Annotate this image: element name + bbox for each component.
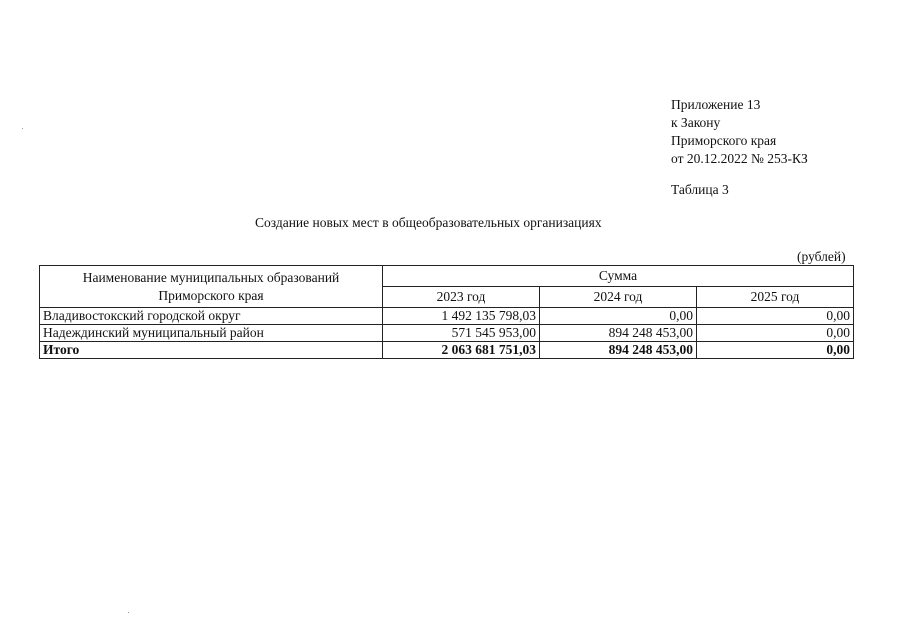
total-row xyxy=(40,342,854,359)
appendix-note xyxy=(671,96,808,168)
value-2025: 0,00 xyxy=(697,325,854,342)
row-name: Надеждинский муниципальный район xyxy=(40,325,383,342)
column-header-2025: 2025 год xyxy=(697,287,854,308)
header-line: Приморского края xyxy=(158,287,264,303)
total-label: Итого xyxy=(40,342,383,359)
document-title: Создание новых мест в общеобразовательных организациях xyxy=(255,215,602,230)
total-2024: 894 248 453,00 xyxy=(540,342,697,359)
column-header-2023: 2023 год xyxy=(383,287,540,308)
value-2024: 894 248 453,00 xyxy=(540,325,697,342)
value-2024: 0,00 xyxy=(540,308,697,325)
column-header-sum: Сумма xyxy=(383,266,854,287)
value-2023: 1 492 135 798,03 xyxy=(383,308,540,325)
unit-note: (рублей) xyxy=(797,249,846,264)
row-name: Владивостокский городской округ xyxy=(40,308,383,325)
appendix-line: Приморского края xyxy=(671,133,777,148)
scan-speck xyxy=(128,612,129,613)
table-label: Таблица 3 xyxy=(671,182,729,197)
scan-speck xyxy=(22,128,23,129)
column-header-municipality xyxy=(40,266,383,308)
funding-table xyxy=(39,265,854,359)
appendix-line: Приложение 13 xyxy=(671,97,761,112)
table-row xyxy=(40,308,854,325)
column-header-2024: 2024 год xyxy=(540,287,697,308)
table-header-row xyxy=(40,266,854,287)
value-2023: 571 545 953,00 xyxy=(383,325,540,342)
appendix-line: к Закону xyxy=(671,115,721,130)
header-line: Наименование муниципальных образований xyxy=(82,269,340,285)
total-2023: 2 063 681 751,03 xyxy=(383,342,540,359)
table-row xyxy=(40,325,854,342)
total-2025: 0,00 xyxy=(697,342,854,359)
appendix-line: от 20.12.2022 № 253-КЗ xyxy=(671,151,808,166)
value-2025: 0,00 xyxy=(697,308,854,325)
